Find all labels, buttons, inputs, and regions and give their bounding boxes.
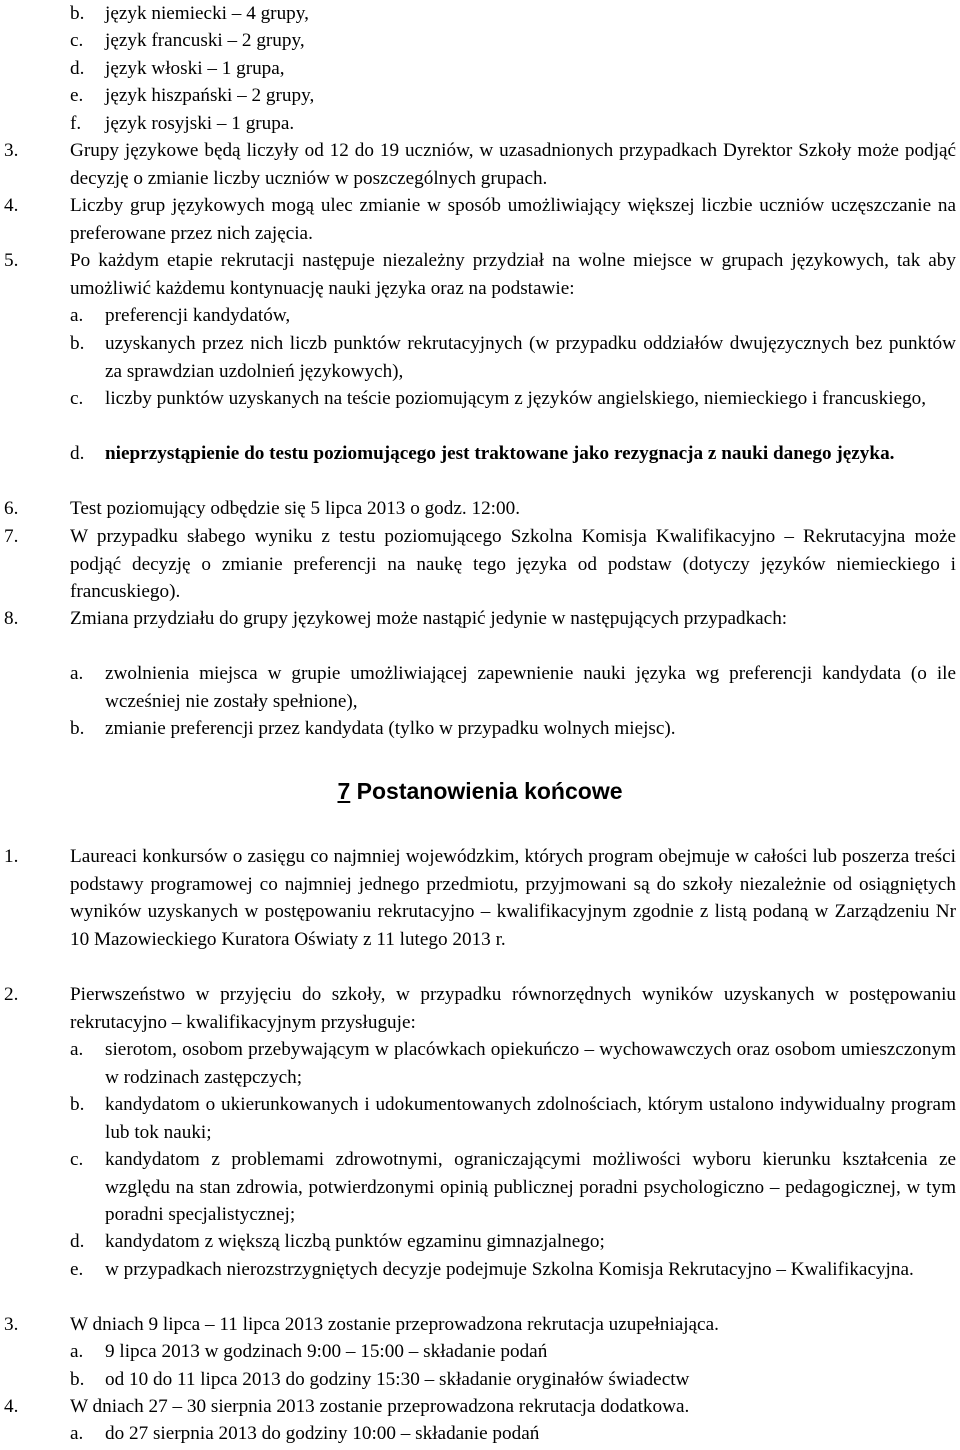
list-marker: a. xyxy=(70,1341,84,1362)
list-marker: b. xyxy=(70,333,85,354)
list-text: do 27 sierpnia 2013 do godziny 10:00 – składanie podań xyxy=(105,1423,540,1444)
paragraph-text: Zmiana przydziału do grupy językowej może nastąpić jedynie w następujących przypadkach: xyxy=(70,608,788,629)
list-marker: a. xyxy=(70,1039,84,1060)
list-text: od 10 do 11 lipca 2013 do godziny 15:30 – składanie oryginałów świadectw xyxy=(105,1369,690,1390)
list-text: kandydatom o ukierunkowanych i udokumentowanych zdolnościach, którym ustalono indywidualny program lub tok nauki; xyxy=(105,1094,956,1143)
list-text: sierotom, osobom przebywającym w placówkach opiekuńczo – wychowawczych oraz osobom umieszczonym w rodzinach zastępczych; xyxy=(105,1039,956,1088)
paragraph-text: W dniach 27 – 30 sierpnia 2013 zostanie przeprowadzona rekrutacja dodatkowa. xyxy=(70,1396,690,1417)
list-marker: a. xyxy=(70,663,84,684)
paragraph-number: 2. xyxy=(4,984,19,1005)
list-marker: b. xyxy=(70,1369,85,1390)
paragraph-number: 1. xyxy=(4,846,19,867)
list-marker: a. xyxy=(70,305,84,326)
list-text: zwolnienia miejsca w grupie umożliwiającej zapewnienie nauki języka wg preferencji kandydata (o ile wcześniej nie zostały spełnione), xyxy=(105,663,956,712)
paragraph-text: W przypadku słabego wyniku z testu poziomującego Szkolna Komisja Kwalifikacyjno – Rekrutacyjna może podjąć decyzję o zmianie preferencji na naukę tego języka od podstaw (dotyczy języków niemieckiego i francuskiego). xyxy=(70,526,956,602)
paragraph-text: Laureaci konkursów o zasięgu co najmniej wojewódzkim, których program obejmuje w całości lub poszerza treści podstawy programowej co najmniej jednego przedmiotu, przyjmowani są do szkoły niezależnie od osiągniętych wyników uzyskanych w postępowaniu rekrutacyjno – kwalifikacyjnym zgodnie z listą podaną w Zarządzeniu Nr 10 Mazowieckiego Kuratora Oświaty z 11 lutego 2013 r. xyxy=(70,846,956,950)
paragraph-text: Po każdym etapie rekrutacji następuje niezależny przydział na wolne miejsce w grupach językowych, tak aby umożliwić każdemu kontynuację nauki języka oraz na podstawie: xyxy=(70,250,956,299)
list-text: język rosyjski – 1 grupa. xyxy=(105,113,295,134)
paragraph-number: 3. xyxy=(4,1314,19,1335)
paragraph-number: 8. xyxy=(4,608,19,629)
list-text: kandydatom z problemami zdrowotnymi, ograniczającymi możliwości wyboru kierunku kształcenia ze względu na stan zdrowia, potwierdzonymi opinią publicznej poradni psychologiczno – pedagogicznej, w tym poradni specjalistycznej; xyxy=(105,1149,956,1225)
list-marker: c. xyxy=(70,388,84,409)
list-marker: c. xyxy=(70,30,84,51)
list-text: zmianie preferencji przez kandydata (tylko w przypadku wolnych miejsc). xyxy=(105,718,676,739)
paragraph-number: 5. xyxy=(4,250,19,271)
list-text: preferencji kandydatów, xyxy=(105,305,291,326)
list-marker: e. xyxy=(70,85,84,106)
section-title: Postanowienia końcowe xyxy=(356,778,623,804)
paragraph-text: W dniach 9 lipca – 11 lipca 2013 zostanie przeprowadzona rekrutacja uzupełniająca. xyxy=(70,1314,719,1335)
list-marker: d. xyxy=(70,443,85,464)
paragraph-number: 7. xyxy=(4,526,19,547)
list-text: język niemiecki – 4 grupy, xyxy=(105,3,309,24)
list-text: język francuski – 2 grupy, xyxy=(105,30,305,51)
list-text: uzyskanych przez nich liczb punktów rekrutacyjnych (w przypadku oddziałów dwujęzycznych bez punktów za sprawdzian uzdolnień językowych), xyxy=(105,333,956,382)
paragraph-text: Pierwszeństwo w przyjęciu do szkoły, w przypadku równorzędnych wyników uzyskanych w postępowaniu rekrutacyjno – kwalifikacyjnym przysługuje: xyxy=(70,984,956,1033)
paragraph-text: Test poziomujący odbędzie się 5 lipca 2013 o godz. 12:00. xyxy=(70,498,520,519)
list-marker: c. xyxy=(70,1149,84,1170)
list-marker: d. xyxy=(70,58,85,79)
list-text: język włoski – 1 grupa, xyxy=(105,58,285,79)
paragraph-text: Liczby grup językowych mogą ulec zmianie w sposób umożliwiający większej liczbie uczniów uczęszczanie na preferowane przez nich zajęcia. xyxy=(70,195,956,244)
list-marker: a. xyxy=(70,1423,84,1444)
paragraph-number: 4. xyxy=(4,195,19,216)
list-marker: b. xyxy=(70,1094,85,1115)
list-text: 9 lipca 2013 w godzinach 9:00 – 15:00 – składanie podań xyxy=(105,1341,548,1362)
list-marker: b. xyxy=(70,3,85,24)
list-text: liczby punktów uzyskanych na teście poziomującym z języków angielskiego, niemieckiego i francuskiego, xyxy=(105,388,927,409)
paragraph-number: 4. xyxy=(4,1396,19,1417)
list-text: w przypadkach nierozstrzygniętych decyzje podejmuje Szkolna Komisja Rekrutacyjno – Kwalifikacyjna. xyxy=(105,1259,914,1280)
list-text: kandydatom z większą liczbą punktów egzaminu gimnazjalnego; xyxy=(105,1231,605,1252)
section-number: 7 xyxy=(337,778,351,804)
list-text: język hiszpański – 2 grupy, xyxy=(105,85,315,106)
list-marker: e. xyxy=(70,1259,84,1280)
list-marker: f. xyxy=(70,113,82,134)
section-heading xyxy=(0,775,960,807)
list-marker: b. xyxy=(70,718,85,739)
paragraph-number: 6. xyxy=(4,498,19,519)
paragraph-number: 3. xyxy=(4,140,19,161)
paragraph-text: Grupy językowe będą liczyły od 12 do 19 uczniów, w uzasadnionych przypadkach Dyrektor Szkoły może podjąć decyzję o zmianie liczby uczniów w poszczególnych grupach. xyxy=(70,140,956,189)
list-text: nieprzystąpienie do testu poziomującego jest traktowane jako rezygnacja z nauki danego języka. xyxy=(105,443,895,464)
list-marker: d. xyxy=(70,1231,85,1252)
